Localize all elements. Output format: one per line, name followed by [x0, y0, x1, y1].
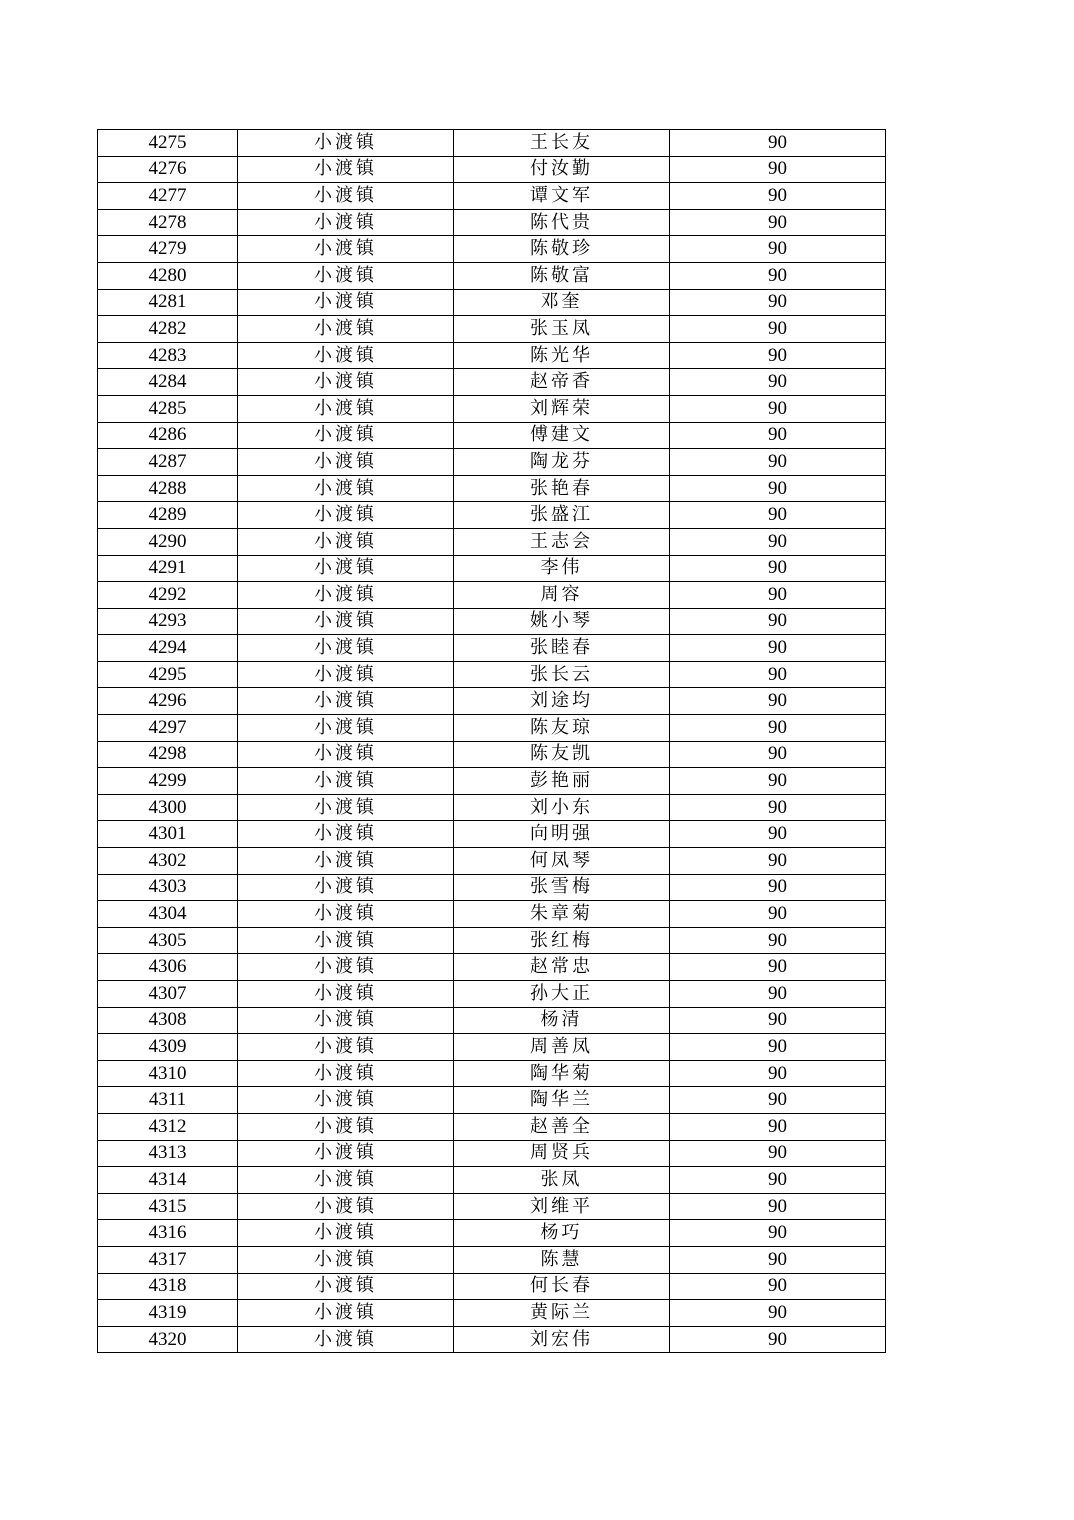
- amount-cell: 90: [670, 422, 886, 449]
- amount-cell: 90: [670, 1220, 886, 1247]
- amount-cell: 90: [670, 848, 886, 875]
- amount-cell: 90: [670, 209, 886, 236]
- row-number-cell: 4283: [98, 342, 238, 369]
- person-name-cell: 朱章菊: [454, 901, 670, 928]
- table-row: [98, 1113, 886, 1140]
- table-row: [98, 1060, 886, 1087]
- amount-cell: 90: [670, 528, 886, 555]
- person-name-cell: 陈光华: [454, 342, 670, 369]
- row-number-cell: 4311: [98, 1087, 238, 1114]
- roster-table: [97, 129, 886, 1353]
- person-name-cell: 陈友凯: [454, 741, 670, 768]
- row-number-cell: 4287: [98, 449, 238, 476]
- person-name-cell: 谭文军: [454, 183, 670, 210]
- table-row: [98, 502, 886, 529]
- person-name-cell: 陶华菊: [454, 1060, 670, 1087]
- town-cell: 小渡镇: [238, 156, 454, 183]
- person-name-cell: 赵常忠: [454, 954, 670, 981]
- person-name-cell: 何长春: [454, 1273, 670, 1300]
- amount-cell: 90: [670, 555, 886, 582]
- table-row: [98, 395, 886, 422]
- amount-cell: 90: [670, 768, 886, 795]
- person-name-cell: 刘宏伟: [454, 1326, 670, 1353]
- person-name-cell: 向明强: [454, 821, 670, 848]
- person-name-cell: 黄际兰: [454, 1300, 670, 1327]
- town-cell: 小渡镇: [238, 555, 454, 582]
- amount-cell: 90: [670, 156, 886, 183]
- table-row: [98, 1087, 886, 1114]
- table-row: [98, 954, 886, 981]
- row-number-cell: 4302: [98, 848, 238, 875]
- row-number-cell: 4314: [98, 1167, 238, 1194]
- row-number-cell: 4280: [98, 262, 238, 289]
- amount-cell: 90: [670, 954, 886, 981]
- town-cell: 小渡镇: [238, 1220, 454, 1247]
- amount-cell: 90: [670, 130, 886, 157]
- person-name-cell: 张玉凤: [454, 316, 670, 343]
- town-cell: 小渡镇: [238, 954, 454, 981]
- amount-cell: 90: [670, 262, 886, 289]
- amount-cell: 90: [670, 821, 886, 848]
- row-number-cell: 4291: [98, 555, 238, 582]
- table-row: [98, 1246, 886, 1273]
- person-name-cell: 周容: [454, 582, 670, 609]
- row-number-cell: 4279: [98, 236, 238, 263]
- town-cell: 小渡镇: [238, 209, 454, 236]
- town-cell: 小渡镇: [238, 262, 454, 289]
- row-number-cell: 4301: [98, 821, 238, 848]
- town-cell: 小渡镇: [238, 874, 454, 901]
- amount-cell: 90: [670, 475, 886, 502]
- town-cell: 小渡镇: [238, 1087, 454, 1114]
- table-row: [98, 156, 886, 183]
- table-row: [98, 262, 886, 289]
- row-number-cell: 4299: [98, 768, 238, 795]
- row-number-cell: 4298: [98, 741, 238, 768]
- table-row: [98, 289, 886, 316]
- row-number-cell: 4317: [98, 1246, 238, 1273]
- table-row: [98, 927, 886, 954]
- person-name-cell: 陈代贵: [454, 209, 670, 236]
- person-name-cell: 赵善全: [454, 1113, 670, 1140]
- amount-cell: 90: [670, 927, 886, 954]
- amount-cell: 90: [670, 794, 886, 821]
- amount-cell: 90: [670, 183, 886, 210]
- amount-cell: 90: [670, 981, 886, 1008]
- amount-cell: 90: [670, 582, 886, 609]
- amount-cell: 90: [670, 1113, 886, 1140]
- town-cell: 小渡镇: [238, 528, 454, 555]
- amount-cell: 90: [670, 502, 886, 529]
- amount-cell: 90: [670, 236, 886, 263]
- person-name-cell: 周善凤: [454, 1034, 670, 1061]
- person-name-cell: 张雪梅: [454, 874, 670, 901]
- person-name-cell: 张盛江: [454, 502, 670, 529]
- town-cell: 小渡镇: [238, 395, 454, 422]
- amount-cell: 90: [670, 1246, 886, 1273]
- table-row: [98, 1220, 886, 1247]
- row-number-cell: 4316: [98, 1220, 238, 1247]
- amount-cell: 90: [670, 369, 886, 396]
- table-row: [98, 342, 886, 369]
- amount-cell: 90: [670, 1326, 886, 1353]
- person-name-cell: 孙大正: [454, 981, 670, 1008]
- row-number-cell: 4278: [98, 209, 238, 236]
- row-number-cell: 4281: [98, 289, 238, 316]
- row-number-cell: 4315: [98, 1193, 238, 1220]
- table-row: [98, 1300, 886, 1327]
- amount-cell: 90: [670, 874, 886, 901]
- row-number-cell: 4318: [98, 1273, 238, 1300]
- row-number-cell: 4320: [98, 1326, 238, 1353]
- amount-cell: 90: [670, 1034, 886, 1061]
- table-row: [98, 1007, 886, 1034]
- town-cell: 小渡镇: [238, 342, 454, 369]
- row-number-cell: 4289: [98, 502, 238, 529]
- row-number-cell: 4313: [98, 1140, 238, 1167]
- person-name-cell: 陈慧: [454, 1246, 670, 1273]
- person-name-cell: 陈敬珍: [454, 236, 670, 263]
- town-cell: 小渡镇: [238, 289, 454, 316]
- person-name-cell: 张睦春: [454, 635, 670, 662]
- town-cell: 小渡镇: [238, 422, 454, 449]
- person-name-cell: 王长友: [454, 130, 670, 157]
- town-cell: 小渡镇: [238, 1246, 454, 1273]
- person-name-cell: 张红梅: [454, 927, 670, 954]
- table-row: [98, 1326, 886, 1353]
- amount-cell: 90: [670, 1273, 886, 1300]
- table-row: [98, 316, 886, 343]
- amount-cell: 90: [670, 449, 886, 476]
- table-row: [98, 768, 886, 795]
- town-cell: 小渡镇: [238, 316, 454, 343]
- person-name-cell: 邓奎: [454, 289, 670, 316]
- amount-cell: 90: [670, 1167, 886, 1194]
- row-number-cell: 4305: [98, 927, 238, 954]
- town-cell: 小渡镇: [238, 449, 454, 476]
- row-number-cell: 4297: [98, 715, 238, 742]
- town-cell: 小渡镇: [238, 715, 454, 742]
- amount-cell: 90: [670, 688, 886, 715]
- row-number-cell: 4282: [98, 316, 238, 343]
- table-row: [98, 1193, 886, 1220]
- person-name-cell: 刘维平: [454, 1193, 670, 1220]
- table-row: [98, 582, 886, 609]
- amount-cell: 90: [670, 901, 886, 928]
- person-name-cell: 姚小琴: [454, 608, 670, 635]
- amount-cell: 90: [670, 608, 886, 635]
- person-name-cell: 彭艳丽: [454, 768, 670, 795]
- amount-cell: 90: [670, 1300, 886, 1327]
- table-row: [98, 608, 886, 635]
- roster-table-body: [98, 130, 886, 1353]
- row-number-cell: 4295: [98, 661, 238, 688]
- row-number-cell: 4308: [98, 1007, 238, 1034]
- amount-cell: 90: [670, 1140, 886, 1167]
- person-name-cell: 张艳春: [454, 475, 670, 502]
- town-cell: 小渡镇: [238, 741, 454, 768]
- table-row: [98, 715, 886, 742]
- amount-cell: 90: [670, 715, 886, 742]
- person-name-cell: 王志会: [454, 528, 670, 555]
- town-cell: 小渡镇: [238, 1273, 454, 1300]
- person-name-cell: 赵帝香: [454, 369, 670, 396]
- row-number-cell: 4275: [98, 130, 238, 157]
- table-row: [98, 848, 886, 875]
- person-name-cell: 陶龙芬: [454, 449, 670, 476]
- row-number-cell: 4306: [98, 954, 238, 981]
- table-row: [98, 635, 886, 662]
- town-cell: 小渡镇: [238, 1326, 454, 1353]
- person-name-cell: 张凤: [454, 1167, 670, 1194]
- town-cell: 小渡镇: [238, 608, 454, 635]
- amount-cell: 90: [670, 661, 886, 688]
- table-row: [98, 528, 886, 555]
- table-row: [98, 1034, 886, 1061]
- row-number-cell: 4293: [98, 608, 238, 635]
- person-name-cell: 陶华兰: [454, 1087, 670, 1114]
- table-row: [98, 130, 886, 157]
- town-cell: 小渡镇: [238, 688, 454, 715]
- person-name-cell: 付汝勤: [454, 156, 670, 183]
- row-number-cell: 4300: [98, 794, 238, 821]
- table-row: [98, 555, 886, 582]
- town-cell: 小渡镇: [238, 1193, 454, 1220]
- table-row: [98, 422, 886, 449]
- town-cell: 小渡镇: [238, 502, 454, 529]
- town-cell: 小渡镇: [238, 1060, 454, 1087]
- amount-cell: 90: [670, 1193, 886, 1220]
- town-cell: 小渡镇: [238, 848, 454, 875]
- town-cell: 小渡镇: [238, 1300, 454, 1327]
- amount-cell: 90: [670, 1087, 886, 1114]
- table-row: [98, 901, 886, 928]
- town-cell: 小渡镇: [238, 981, 454, 1008]
- town-cell: 小渡镇: [238, 635, 454, 662]
- row-number-cell: 4294: [98, 635, 238, 662]
- town-cell: 小渡镇: [238, 768, 454, 795]
- table-row: [98, 475, 886, 502]
- person-name-cell: 刘小东: [454, 794, 670, 821]
- row-number-cell: 4290: [98, 528, 238, 555]
- amount-cell: 90: [670, 316, 886, 343]
- row-number-cell: 4310: [98, 1060, 238, 1087]
- person-name-cell: 刘辉荣: [454, 395, 670, 422]
- table-row: [98, 794, 886, 821]
- amount-cell: 90: [670, 289, 886, 316]
- row-number-cell: 4285: [98, 395, 238, 422]
- town-cell: 小渡镇: [238, 1167, 454, 1194]
- person-name-cell: 杨清: [454, 1007, 670, 1034]
- row-number-cell: 4312: [98, 1113, 238, 1140]
- town-cell: 小渡镇: [238, 901, 454, 928]
- person-name-cell: 张长云: [454, 661, 670, 688]
- person-name-cell: 刘途均: [454, 688, 670, 715]
- amount-cell: 90: [670, 741, 886, 768]
- town-cell: 小渡镇: [238, 130, 454, 157]
- table-row: [98, 209, 886, 236]
- person-name-cell: 李伟: [454, 555, 670, 582]
- row-number-cell: 4276: [98, 156, 238, 183]
- row-number-cell: 4286: [98, 422, 238, 449]
- town-cell: 小渡镇: [238, 183, 454, 210]
- town-cell: 小渡镇: [238, 369, 454, 396]
- person-name-cell: 何凤琴: [454, 848, 670, 875]
- town-cell: 小渡镇: [238, 661, 454, 688]
- row-number-cell: 4309: [98, 1034, 238, 1061]
- amount-cell: 90: [670, 1060, 886, 1087]
- table-row: [98, 1167, 886, 1194]
- table-row: [98, 183, 886, 210]
- row-number-cell: 4284: [98, 369, 238, 396]
- town-cell: 小渡镇: [238, 1034, 454, 1061]
- table-row: [98, 981, 886, 1008]
- town-cell: 小渡镇: [238, 1113, 454, 1140]
- amount-cell: 90: [670, 1007, 886, 1034]
- table-row: [98, 741, 886, 768]
- table-row: [98, 449, 886, 476]
- person-name-cell: 傅建文: [454, 422, 670, 449]
- row-number-cell: 4277: [98, 183, 238, 210]
- table-row: [98, 661, 886, 688]
- row-number-cell: 4296: [98, 688, 238, 715]
- table-row: [98, 821, 886, 848]
- table-row: [98, 369, 886, 396]
- person-name-cell: 陈友琼: [454, 715, 670, 742]
- amount-cell: 90: [670, 342, 886, 369]
- town-cell: 小渡镇: [238, 236, 454, 263]
- amount-cell: 90: [670, 395, 886, 422]
- row-number-cell: 4303: [98, 874, 238, 901]
- table-row: [98, 1273, 886, 1300]
- row-number-cell: 4288: [98, 475, 238, 502]
- person-name-cell: 杨巧: [454, 1220, 670, 1247]
- amount-cell: 90: [670, 635, 886, 662]
- town-cell: 小渡镇: [238, 927, 454, 954]
- town-cell: 小渡镇: [238, 582, 454, 609]
- row-number-cell: 4319: [98, 1300, 238, 1327]
- row-number-cell: 4307: [98, 981, 238, 1008]
- town-cell: 小渡镇: [238, 794, 454, 821]
- town-cell: 小渡镇: [238, 475, 454, 502]
- person-name-cell: 周贤兵: [454, 1140, 670, 1167]
- table-row: [98, 688, 886, 715]
- person-name-cell: 陈敬富: [454, 262, 670, 289]
- town-cell: 小渡镇: [238, 1007, 454, 1034]
- table-row: [98, 236, 886, 263]
- table-row: [98, 1140, 886, 1167]
- row-number-cell: 4292: [98, 582, 238, 609]
- table-row: [98, 874, 886, 901]
- town-cell: 小渡镇: [238, 821, 454, 848]
- row-number-cell: 4304: [98, 901, 238, 928]
- town-cell: 小渡镇: [238, 1140, 454, 1167]
